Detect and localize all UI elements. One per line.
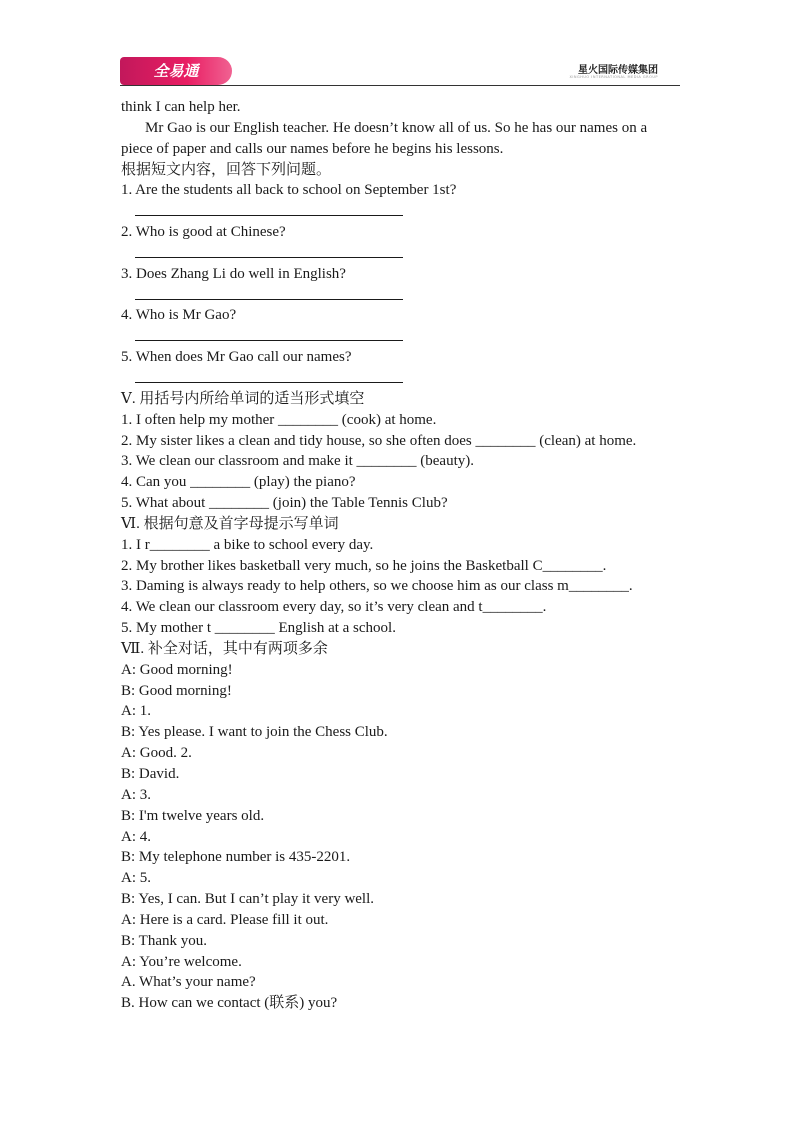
fill-item: 3. We clean our classroom and make it ________ (beauty). [121, 453, 474, 470]
answer-line[interactable] [121, 243, 686, 264]
dialogue-line: A: You’re welcome. [121, 953, 242, 970]
word-item: 4. We clean our classroom every day, so it’s very clean and t________. [121, 599, 547, 616]
section-title: Ⅵ. 根据句意及首字母提示写单词 [121, 515, 339, 532]
dialogue-line: A: 5. [121, 870, 151, 887]
worksheet-body [121, 97, 686, 1014]
fill-item: 1. I often help my mother ________ (cook) at home. [121, 411, 437, 428]
word-item: 2. My brother likes basketball very much, so he joins the Basketball C________. [121, 557, 607, 574]
reading-question: 2. Who is good at Chinese? [121, 224, 286, 241]
section-title: Ⅴ. 用括号内所给单词的适当形式填空 [121, 390, 365, 407]
word-item: 1. I r________ a bike to school every day. [121, 536, 374, 553]
section-title: Ⅶ. 补全对话，其中有两项多余 [121, 640, 328, 657]
passage-line: Mr Gao is our English teacher. He doesn’t know all of us. So he has our names on a [145, 119, 648, 136]
answer-line[interactable] [121, 285, 686, 306]
publisher-subtitle: XINGHUO INTERNATIONAL MEDIA GROUP [569, 75, 658, 79]
word-item: 5. My mother t ________ English at a school. [121, 620, 396, 637]
dialogue-line: A: Good morning! [121, 661, 233, 678]
dialogue-line: A: 4. [121, 828, 151, 845]
passage-line: think I can help her. [121, 99, 241, 115]
dialogue-line: B: Yes please. I want to join the Chess Club. [121, 724, 388, 741]
dialogue-line: A: Here is a card. Please fill it out. [121, 911, 329, 928]
passage-line: piece of paper and calls our names before he begins his lessons. [121, 140, 504, 157]
dialogue-line: B: Yes, I can. But I can’t play it very well. [121, 891, 375, 908]
answer-line[interactable] [121, 326, 686, 347]
dialogue-line: A: 3. [121, 786, 151, 803]
option-item: A. What’s your name? [121, 974, 256, 991]
reading-instruction: 根据短文内容，回答下列问题。 [121, 161, 332, 178]
reading-question: 5. When does Mr Gao call our names? [121, 349, 352, 366]
fill-item: 5. What about ________ (join) the Table Tennis Club? [121, 495, 448, 512]
page-header [120, 55, 680, 87]
dialogue-line: B: My telephone number is 435-2201. [121, 849, 351, 866]
dialogue-line: A: Good. 2. [121, 745, 192, 762]
publisher-name: 星火国际传媒集团 [578, 65, 658, 76]
dialogue-line: B: Thank you. [121, 932, 207, 949]
dialogue-line: B: David. [121, 766, 180, 782]
dialogue-line: B: I'm twelve years old. [121, 807, 265, 824]
dialogue-line: B: Good morning! [121, 682, 232, 699]
answer-line[interactable] [121, 368, 686, 389]
reading-question: 3. Does Zhang Li do well in English? [121, 265, 346, 282]
reading-question: 4. Who is Mr Gao? [121, 307, 237, 324]
fill-item: 2. My sister likes a clean and tidy house, so she often does ________ (clean) at home. [121, 432, 637, 449]
header-rule [120, 85, 680, 86]
reading-question: 1. Are the students all back to school on September 1st? [121, 182, 457, 199]
dialogue-line: A: 1. [121, 703, 151, 720]
fill-item: 4. Can you ________ (play) the piano? [121, 474, 356, 491]
brand-logo: 全易通 [120, 57, 232, 85]
option-item: B. How can we contact (联系) you? [121, 995, 338, 1012]
word-item: 3. Daming is always ready to help others, so we choose him as our class m________. [121, 578, 633, 595]
answer-line[interactable] [121, 201, 686, 222]
